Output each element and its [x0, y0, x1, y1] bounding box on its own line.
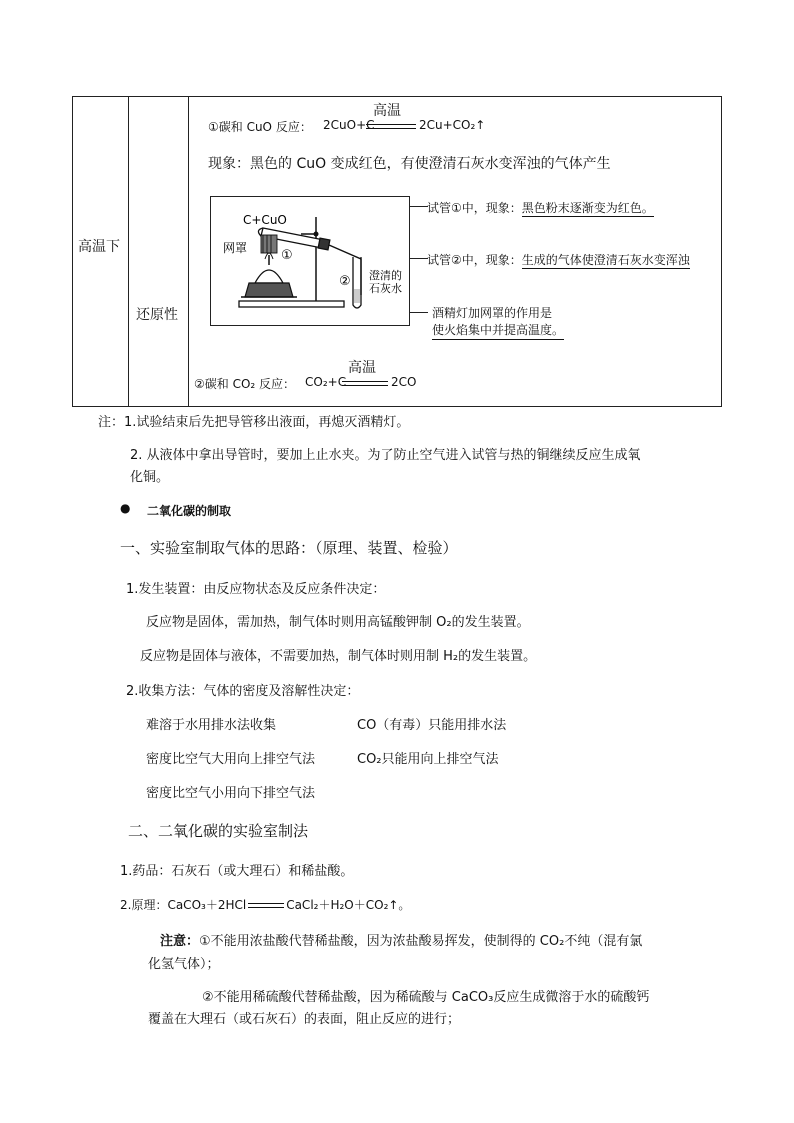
caution-1-line-2: 化氢气体）； — [148, 957, 220, 972]
caution-2-line-2: 覆盖在大理石（或石灰石）的表面，阻止反应的进行； — [148, 1012, 461, 1027]
collect-left-1: 难溶于水用排水法收集 — [146, 718, 277, 733]
note-tube-1 — [427, 199, 654, 216]
caution-1-line-1 — [160, 930, 642, 949]
note-mesh-line-1: 酒精灯加网罩的作用是 — [432, 306, 553, 320]
note-tube-1-prefix: 试管①中，现象： — [427, 201, 522, 215]
note-tube-2-prefix: 试管②中，现象： — [427, 253, 522, 267]
equals-sign — [366, 124, 416, 129]
caution-label: 注意： — [160, 934, 200, 949]
drug: 1.药品：石灰石（或大理石）和稀盐酸。 — [120, 864, 354, 879]
note-mesh-line-2: 使火焰集中并提高温度。 — [432, 321, 564, 340]
heading-2: 二、二氧化碳的实验室制法 — [128, 822, 309, 840]
collect-right-2: CO₂只能用向上排空气法 — [357, 752, 499, 767]
collect-right-1: CO（有毒）只能用排水法 — [357, 718, 507, 733]
equals-sign — [342, 381, 388, 386]
note-tube-1-text: 黑色粉末逐渐变为红色。 — [521, 201, 654, 215]
apparatus-drawing — [211, 197, 409, 325]
principle — [120, 896, 410, 913]
reaction-1-label: ①碳和 CuO 反应： — [208, 120, 312, 134]
principle-label: 2.原理： — [120, 898, 168, 912]
reaction-2-lhs: CO₂+C — [305, 375, 347, 389]
note-1: 注：1.试验结束后先把导管移出液面，再熄灭酒精灯。 — [98, 415, 410, 430]
note-tube-2-text: 生成的气体使澄清石灰水变浑浊 — [521, 253, 690, 267]
reaction-2-label: ②碳和 CO₂ 反应： — [194, 377, 296, 391]
item-1-a: 反应物是固体，需加热，制气体时则用高锰酸钾制 O₂的发生装置。 — [146, 615, 530, 630]
reaction-2-condition: 高温 — [348, 360, 376, 376]
reaction-2-rhs: 2CO — [391, 375, 417, 389]
phenomenon: 现象：黑色的 CuO 变成红色，有使澄清石灰水变浑浊的气体产生 — [208, 156, 611, 172]
heading-1: 一、实验室制取气体的思路：（原理、装置、检验） — [120, 539, 458, 557]
label-mesh: 网罩 — [223, 241, 248, 255]
label-limewater-2: 石灰水 — [369, 282, 402, 295]
label-limewater-1: 澄清的 — [369, 269, 402, 282]
principle-rhs: CaCl₂＋H₂O＋CO₂↑。 — [286, 898, 411, 912]
label-tube-1: ① — [281, 248, 293, 263]
label-reactant: C+CuO — [243, 213, 287, 227]
reaction-1-lhs: 2CuO+C — [323, 118, 375, 132]
apparatus-figure — [210, 196, 410, 326]
caution-2-line-1: ②不能用稀硫酸代替稀盐酸，因为稀硫酸与 CaCO₃反应生成微溶于水的硫酸钙 — [202, 990, 650, 1005]
bullet: ● — [120, 501, 131, 515]
note-2-line-1: 2. 从液体中拿出导管时，要加上止水夹。为了防止空气进入试管与热的铜继续反应生成氧 — [130, 448, 641, 463]
item-1-b: 反应物是固体与液体，不需要加热，制气体时则用制 H₂的发生装置。 — [140, 649, 537, 664]
section-title: 二氧化碳的制取 — [147, 504, 232, 518]
collect-left-3: 密度比空气小用向下排空气法 — [146, 786, 316, 801]
principle-lhs: CaCO₃＋2HCl — [167, 898, 247, 912]
collect-left-2: 密度比空气大用向上排空气法 — [146, 752, 316, 767]
note-2-line-2: 化铜。 — [130, 470, 170, 485]
property-label: 还原性 — [136, 307, 178, 323]
caution-1-text: ①不能用浓盐酸代替稀盐酸，因为浓盐酸易挥发，使制得的 CO₂不纯（混有氯 — [199, 934, 643, 949]
row-label: 高温下 — [78, 239, 120, 255]
equals-sign — [248, 903, 284, 908]
label-tube-2: ② — [339, 274, 351, 289]
item-2: 2.收集方法：气体的密度及溶解性决定： — [126, 684, 360, 699]
note-tube-2 — [427, 251, 690, 268]
reaction-1-condition: 高温 — [373, 103, 401, 119]
reaction-1-rhs: 2Cu+CO₂↑ — [419, 118, 486, 132]
item-1: 1.发生装置：由反应物状态及反应条件决定： — [126, 582, 386, 597]
